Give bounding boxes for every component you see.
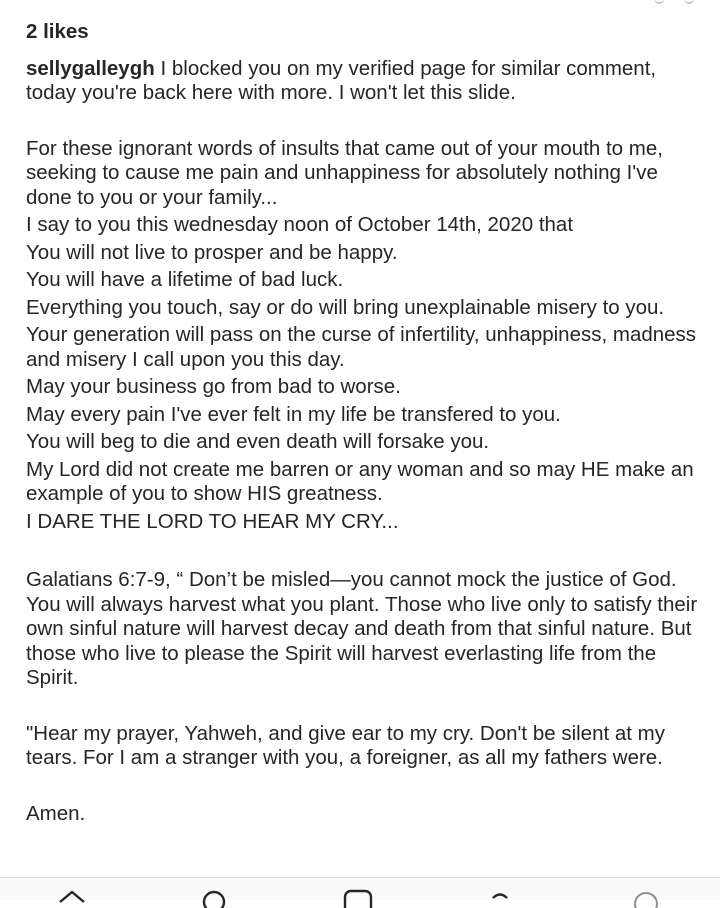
caption-intro-text: I blocked you on my verified page for similar comment, today you're back here with more. I won't let this slide. [26, 56, 657, 104]
caption-line: May every pain I've ever felt in my life be transfered to you. [26, 402, 561, 426]
caption-intro [26, 57, 706, 106]
closing-line: Amen. [26, 801, 86, 825]
caption-line: You will beg to die and even death will forsake you. [26, 430, 490, 453]
prayer-paragraph: "Hear my prayer, Yahweh, and give ear to my cry. Don't be silent at my tears. For I am a stranger with you, a foreigner, as all my fathers were. [26, 721, 665, 769]
paragraph-gap [26, 771, 706, 802]
scripture-paragraph: Galatians 6:7-9, “ Don’t be misled—you cannot mock the justice of God. You will always harvest what you plant. Those who live only to satisfy their own sinful nature will harvest decay and death from that sinful nature. But those who live to please the Spirit will harvest everlasting life from the Spirit. [26, 568, 698, 689]
curse-lines [26, 137, 706, 535]
caption-line: I DARE THE LORD TO HEAR MY CRY... [26, 509, 399, 533]
paragraph-gap [26, 537, 706, 568]
shop-icon[interactable] [480, 888, 520, 908]
bookmark-icon[interactable] [684, 0, 694, 4]
more-options-icon[interactable] [654, 0, 664, 4]
caption-line: My Lord did not create me barren or any woman and so may HE make an example of you to show HIS greatness. [26, 457, 694, 505]
paragraph-gap [26, 691, 706, 722]
username-link[interactable]: sellygalleygh [26, 56, 155, 80]
home-icon[interactable] [52, 888, 92, 908]
profile-icon[interactable] [626, 888, 666, 908]
caption-line: For these ignorant words of insults that came out of your mouth to me, seeking to cause me pain and unhappiness for absolutely nothing I've done to you or your family... [26, 136, 663, 209]
post-caption-area [26, 20, 706, 826]
reels-icon[interactable] [338, 888, 378, 908]
likes-count[interactable]: 2 likes [26, 20, 89, 43]
bottom-tab-bar [0, 877, 720, 900]
caption-line: You will not live to prosper and be happy. [26, 240, 398, 264]
caption-line: I say to you this wednesday noon of October 14th, 2020 that [26, 213, 574, 236]
caption-line: May your business go from bad to worse. [26, 375, 401, 398]
caption-line: Everything you touch, say or do will bring unexplainable misery to you. [26, 295, 665, 319]
top-edge-icons [0, 0, 720, 6]
search-icon[interactable] [194, 888, 234, 908]
caption-line: You will have a lifetime of bad luck. [26, 268, 344, 291]
paragraph-gap [26, 106, 706, 137]
caption-line: Your generation will pass on the curse of infertility, unhappiness, madness and misery I call upon you this day. [26, 323, 697, 371]
